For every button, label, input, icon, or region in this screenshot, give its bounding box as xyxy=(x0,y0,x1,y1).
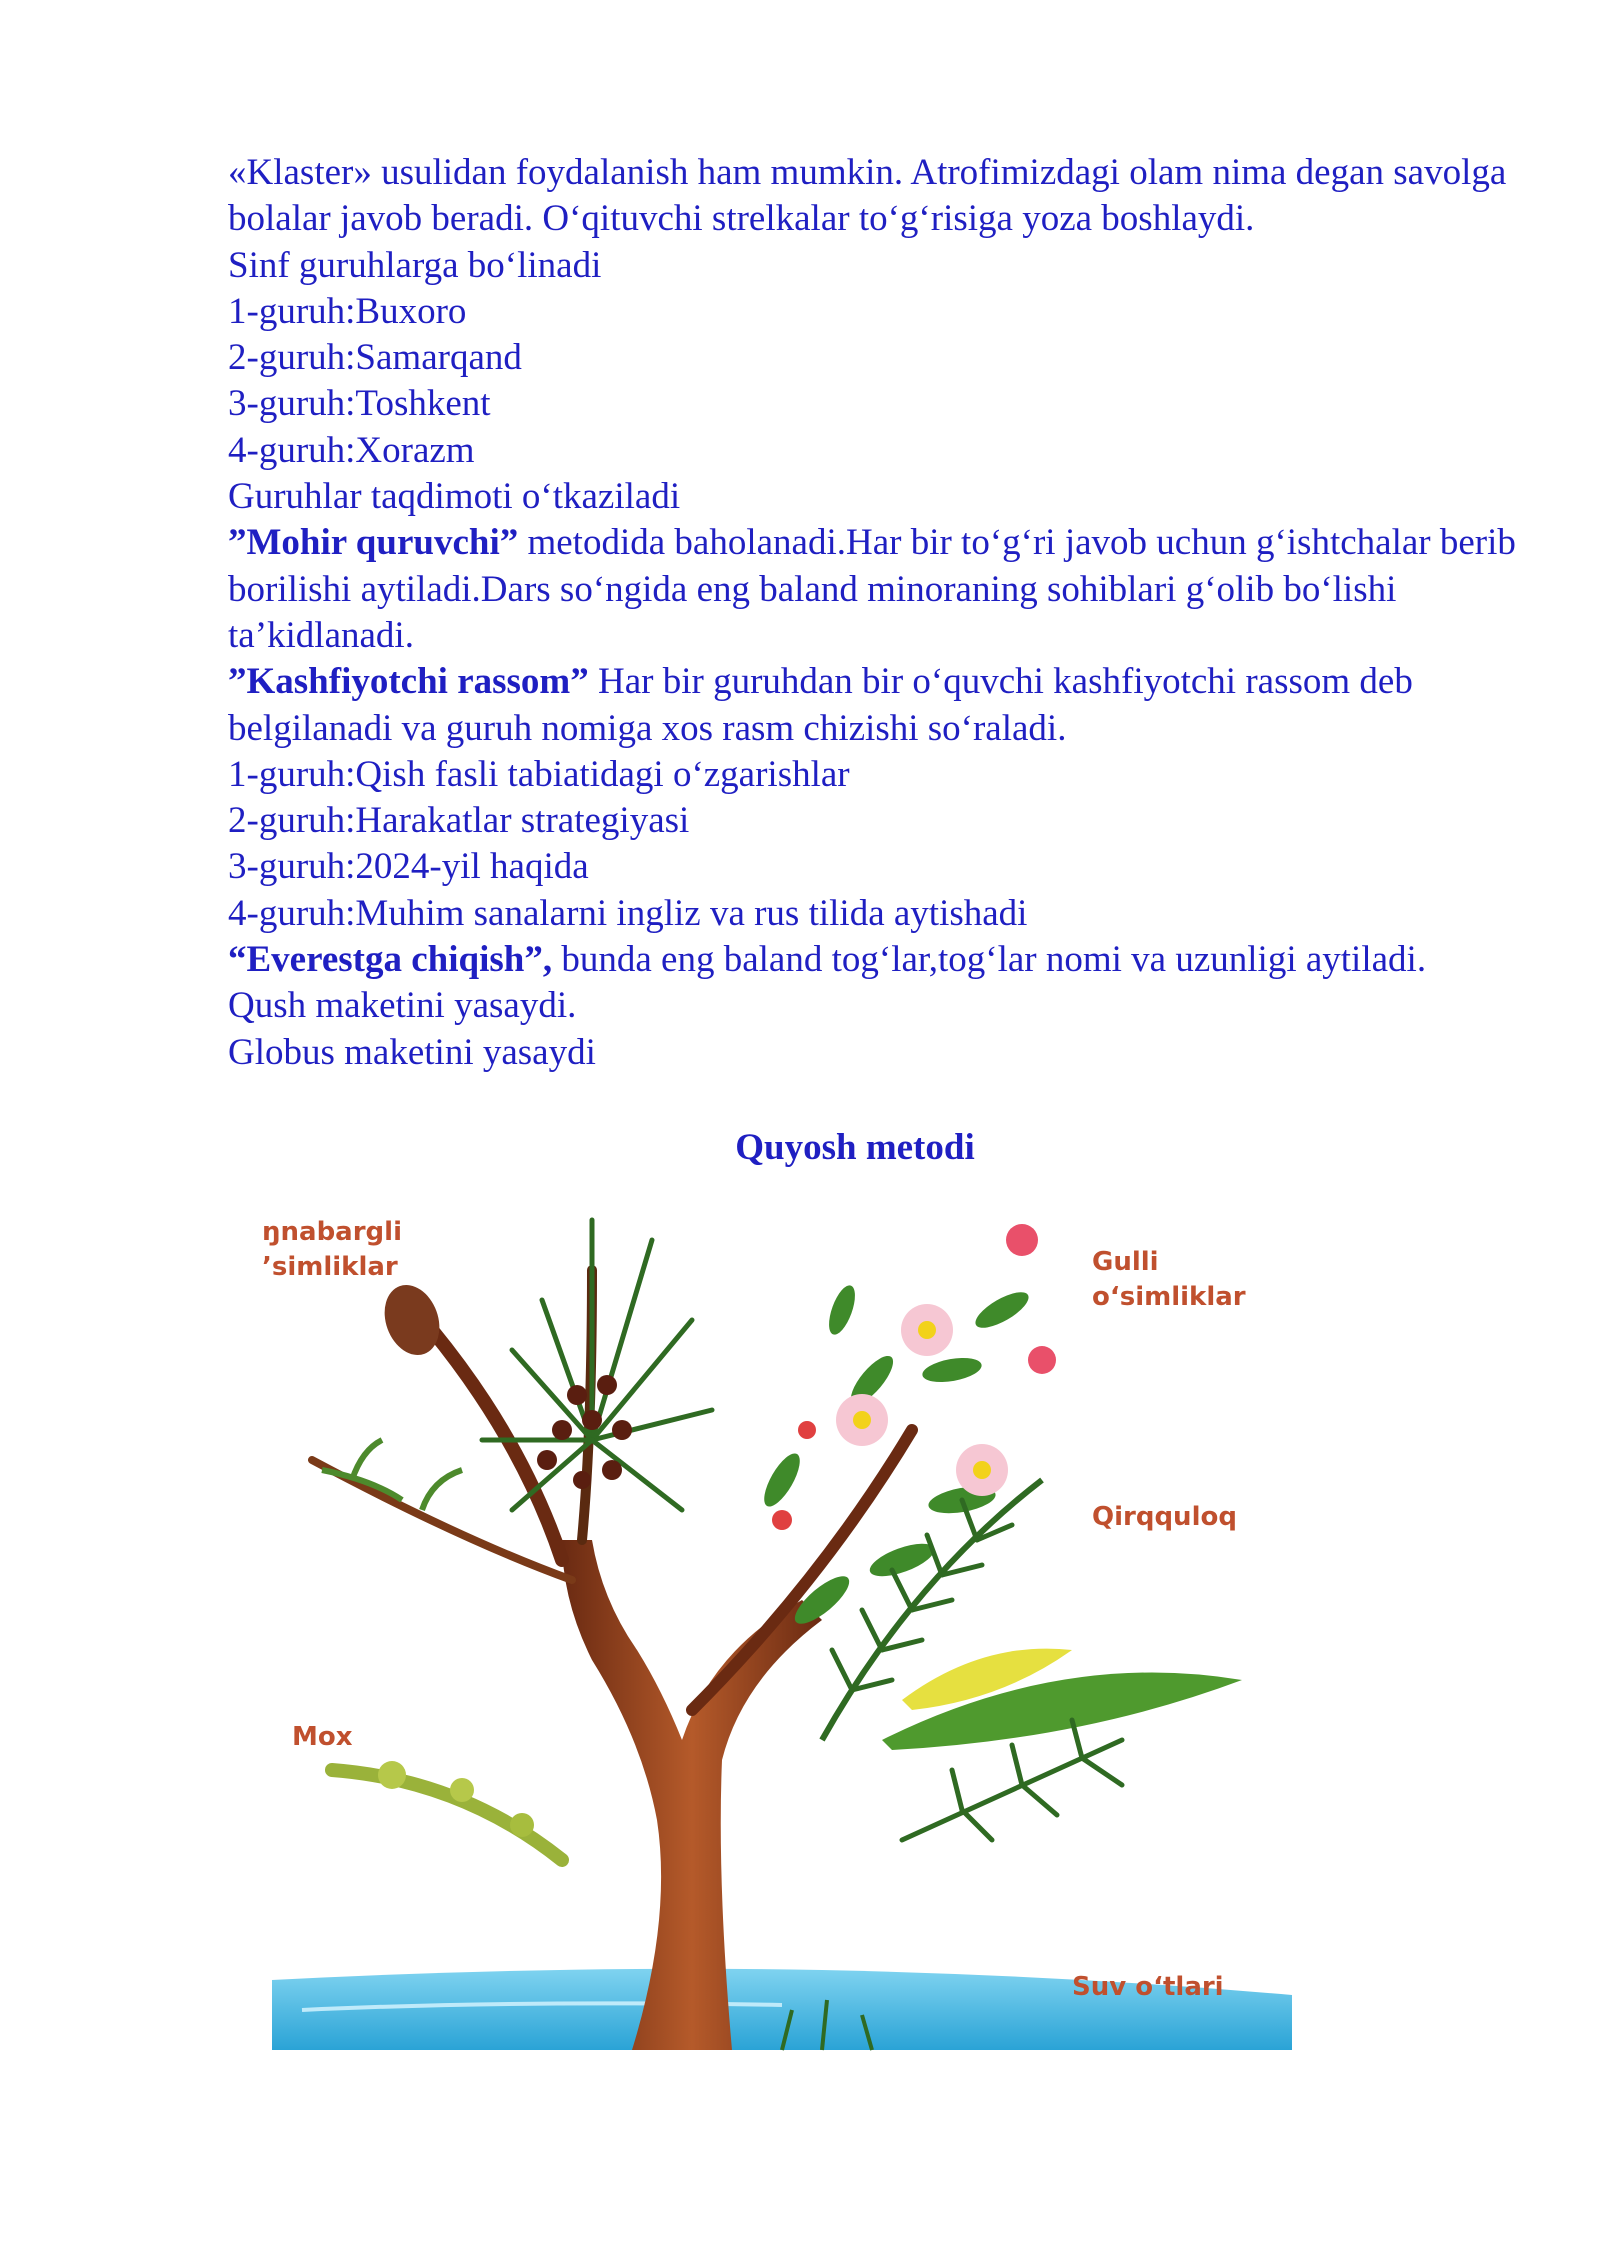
paragraph-kashfiyotchi xyxy=(228,659,1518,752)
label-mox: Mox xyxy=(292,1722,353,1752)
method-name-everest: “Everestga chiqish”, xyxy=(228,939,553,981)
document-text xyxy=(228,150,1518,1076)
group-4: 4-guruh:Xorazm xyxy=(228,429,475,471)
paragraph-mohir-quruvchi xyxy=(228,520,1518,659)
moss-tuft xyxy=(450,1778,474,1802)
moss-tuft xyxy=(510,1813,534,1837)
group-2: 2-guruh:Samarqand xyxy=(228,337,522,379)
paragraph-klaster: «Klaster» usulidan foydalanish ham mumkin. Atrofimizdagi olam nima degan savolga bolalar javob beradi. O‘qituvchi strelkalar to‘g‘risiga yoza boshlaydi. xyxy=(228,152,1507,240)
task-3: 3-guruh:2024-yil haqida xyxy=(228,846,589,888)
label-ninabargli-line2: ’simliklar xyxy=(262,1252,398,1282)
label-qirqquloq: Qirqquloq xyxy=(1092,1502,1237,1532)
label-gulli-line1: Gulli xyxy=(1092,1247,1159,1277)
paragraph-presentation: Guruhlar taqdimoti o‘tkaziladi xyxy=(228,476,681,518)
label-gulli-line2: o‘simliklar xyxy=(1092,1282,1246,1312)
pine-cone xyxy=(375,1277,448,1362)
task-4: 4-guruh:Muhim sanalarni ingliz va rus tilida aytishadi xyxy=(228,892,1028,934)
method-name-kashfiyotchi: ”Kashfiyotchi rassom” xyxy=(228,661,589,703)
paragraph-bird-model: Qush maketini yasaydi. xyxy=(228,985,577,1027)
method-text-mohir: metodida baholanadi.Har bir to‘g‘ri javob uchun g‘ishtchalar berib borilishi aytiladi.Dars so‘ngida eng baland minoraning sohiblari g‘olib bo‘lishi ta’kidlanadi. xyxy=(228,522,1516,656)
group-3: 3-guruh:Toshkent xyxy=(228,383,491,425)
task-2: 2-guruh:Harakatlar strategiyasi xyxy=(228,800,690,842)
tree-illustration xyxy=(262,1180,1322,2070)
plant-tree-illustration xyxy=(262,1180,1322,2070)
paragraph-globe-model: Globus maketini yasaydi xyxy=(228,1031,596,1073)
task-1: 1-guruh:Qish fasli tabiatidagi o‘zgarishlar xyxy=(228,753,850,795)
section-heading: Quyosh metodi xyxy=(735,1127,975,1168)
paragraph-everest xyxy=(228,937,1518,983)
group-1: 1-guruh:Buxoro xyxy=(228,290,467,332)
label-ninabargli-line1: ŋnabargli xyxy=(262,1217,402,1247)
method-name-mohir: ”Mohir quruvchi” xyxy=(228,522,519,564)
flowers xyxy=(772,1224,1056,1530)
paragraph-groups-intro: Sinf guruhlarga bo‘linadi xyxy=(228,244,602,286)
label-suv-otlari: Suv o‘tlari xyxy=(1072,1972,1224,2002)
method-text-kashfiyotchi: Har bir guruhdan bir o‘quvchi kashfiyotchi rassom deb belgilanadi va guruh nomiga xos rasm chizishi so‘raladi. xyxy=(228,661,1413,749)
moss-tuft xyxy=(378,1761,406,1789)
method-text-everest: bunda eng baland tog‘lar,tog‘lar nomi va uzunligi aytiladi. xyxy=(552,939,1427,981)
